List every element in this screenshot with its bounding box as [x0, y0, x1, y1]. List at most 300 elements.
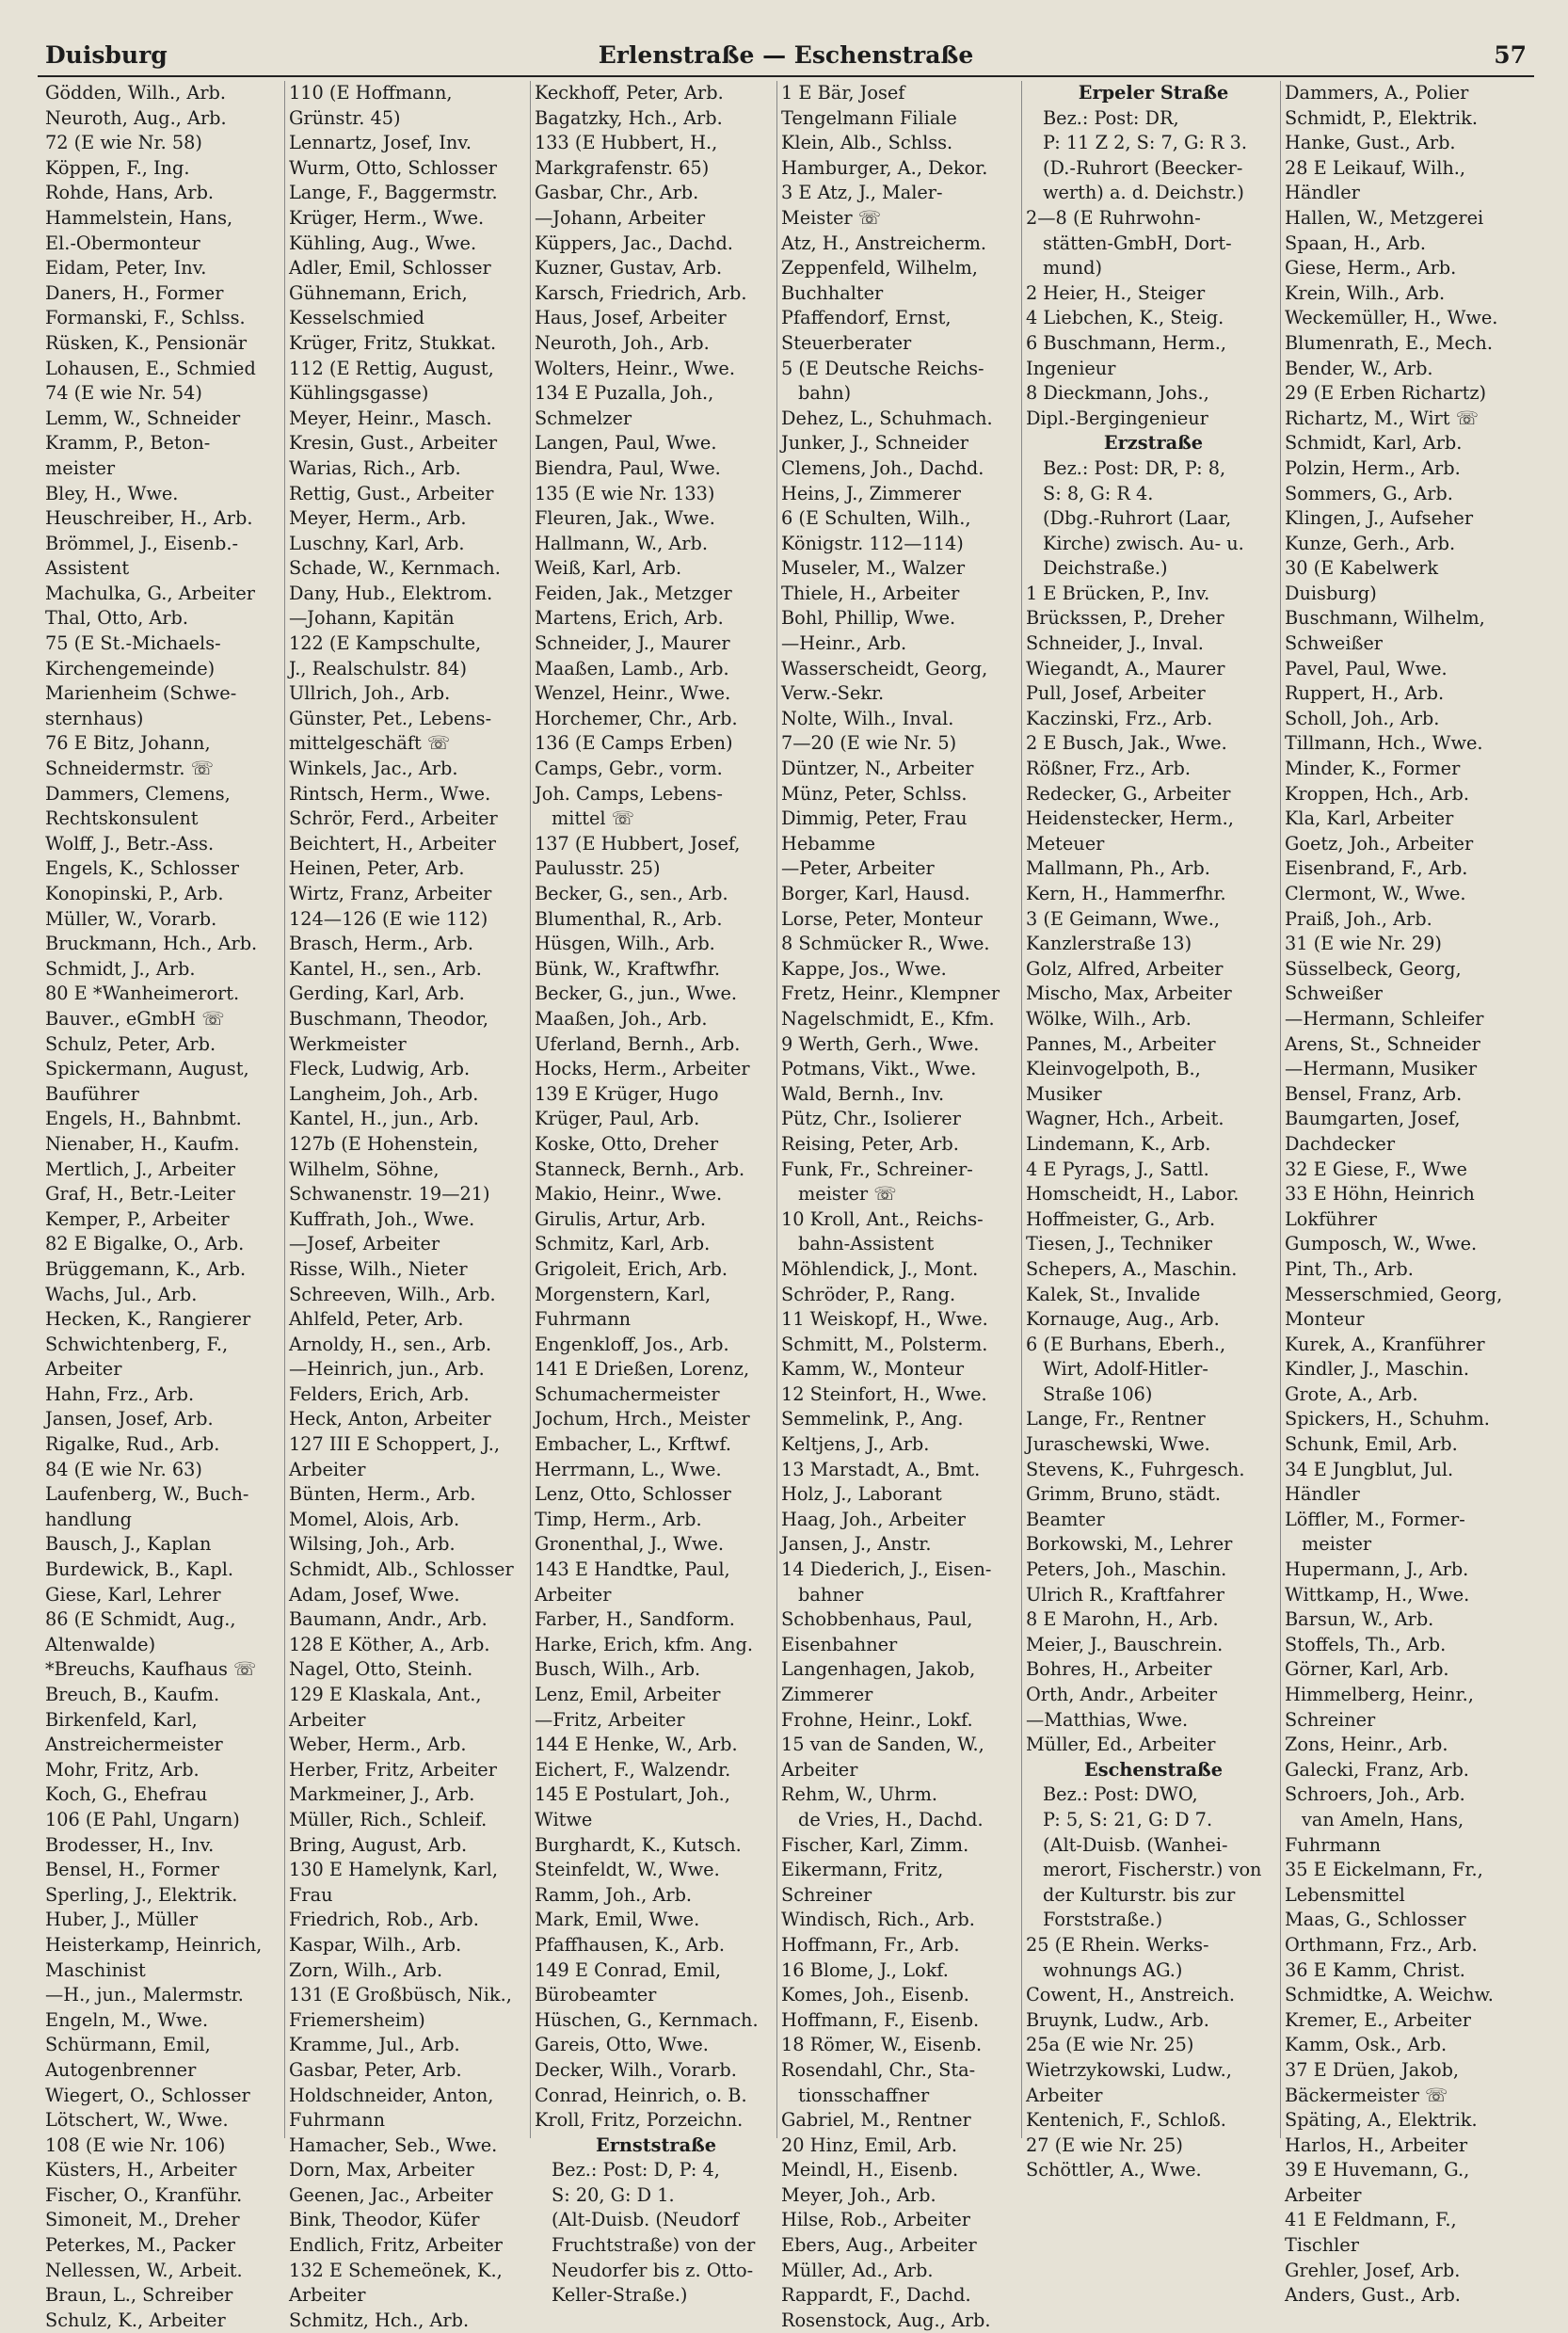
directory-entry-line: Dany, Hub., Elektrom. — [289, 582, 493, 604]
directory-entry-line: Hamburger, A., Dekor. — [781, 156, 988, 179]
directory-entry-line: Heck, Anton, Arbeiter — [289, 1408, 491, 1430]
directory-entry-line: Mohr, Fritz, Arb. — [45, 1758, 200, 1781]
directory-entry-line: Meyer, Joh., Arb. — [781, 2183, 936, 2206]
directory-entry-line: Windisch, Rich., Arb. — [781, 1909, 975, 1931]
directory-entry-line: Eichert, F., Walzendr. — [535, 1758, 731, 1781]
directory-entry-line: Langenhagen, Jakob, — [781, 1658, 976, 1681]
directory-entry-line: Wietrzykowski, Ludw., — [1026, 2058, 1232, 2081]
directory-entry-line: Mischo, Max, Arbeiter — [1026, 983, 1232, 1005]
directory-entry-line: Zimmerer — [781, 1684, 873, 1705]
directory-entry-line: Wurm, Otto, Schlosser — [289, 156, 497, 179]
directory-entry-line: Frohne, Heinr., Lokf. — [781, 1708, 973, 1731]
directory-entry-line: 31 (E wie Nr. 29) — [1285, 933, 1442, 955]
directory-entry-line: Händler — [1285, 182, 1360, 204]
directory-entry-line: Pfaffendorf, Ernst, — [781, 307, 952, 329]
directory-entry-line: P: 11 Z 2, S: 7, G: R 3. — [1043, 132, 1248, 154]
directory-entry-line: Kindler, J., Maschin. — [1285, 1358, 1469, 1381]
directory-entry-line: Küppers, Jac., Dachd. — [535, 232, 733, 254]
directory-entry-line: handlung — [45, 1508, 133, 1530]
directory-entry-line: Assistent — [45, 557, 130, 580]
directory-entry-line: Pint, Th., Arb. — [1285, 1257, 1414, 1280]
directory-entry-line: Löffler, M., Former- — [1285, 1508, 1465, 1530]
directory-entry-line: Giese, Karl, Lehrer — [45, 1583, 221, 1606]
directory-entry-line: Bohl, Phillip, Wwe. — [781, 607, 956, 630]
directory-entry-line: Kamm, W., Monteur — [781, 1358, 965, 1381]
directory-entry-line: Hallen, W., Metzgerei — [1285, 206, 1484, 229]
directory-entry-line: Händler — [1285, 1483, 1360, 1506]
directory-entry-line: Weckemüller, H., Wwe. — [1285, 307, 1498, 329]
directory-entry-line: Meyer, Heinr., Masch. — [289, 407, 492, 429]
directory-entry-line: Kroll, Fritz, Porzeichn. — [535, 2109, 744, 2132]
directory-entry-line: Holdschneider, Anton, — [289, 2084, 494, 2106]
directory-entry-line: Nienaber, H., Kaufm. — [45, 1132, 240, 1155]
directory-entry-line: Horchemer, Chr., Arb. — [535, 707, 738, 729]
directory-entry-line: Thal, Otto, Arb. — [45, 607, 188, 630]
directory-entry-line: Jochum, Hrch., Meister — [535, 1408, 750, 1430]
directory-entry-line: Rosendahl, Chr., Sta- — [781, 2058, 976, 2081]
directory-entry-line: Meindl, H., Eisenb. — [781, 2159, 959, 2181]
directory-entry-line: Kuzner, Gustav, Arb. — [535, 257, 723, 280]
directory-entry-line: 128 E Köther, A., Arb. — [289, 1633, 490, 1655]
directory-entry-line: 28 E Leikauf, Wilh., — [1285, 156, 1466, 179]
directory-entry-line: Atz, H., Anstreicherm. — [781, 232, 986, 254]
directory-entry-line: Borger, Karl, Hausd. — [781, 883, 970, 904]
directory-entry-line: Bez.: Post: D, P: 4, — [552, 2159, 720, 2181]
directory-entry-line: meister — [45, 456, 116, 479]
directory-entry-line: Gerding, Karl, Arb. — [289, 983, 465, 1005]
directory-entry-line: Dammers, A., Polier — [1285, 82, 1469, 104]
directory-entry-line: —Peter, Arbeiter — [781, 857, 935, 880]
directory-entry-line: 35 E Eickelmann, Fr., — [1285, 1859, 1483, 1881]
directory-entry-line: Straße 106) — [1043, 1382, 1153, 1405]
directory-entry-line: 30 (E Kabelwerk — [1285, 557, 1439, 580]
directory-column-1 — [41, 81, 284, 2331]
directory-entry-line: 39 E Huvemann, G., — [1285, 2159, 1470, 2181]
directory-entry-line: Kentenich, F., Schloß. — [1026, 2109, 1226, 2132]
directory-entry-line: sternhaus) — [45, 707, 144, 729]
directory-entry-line: Wolters, Heinr., Wwe. — [535, 357, 735, 379]
directory-entry-line: Grehler, Josef, Arb. — [1285, 2259, 1461, 2281]
directory-entry-line: Weber, Herm., Arb. — [289, 1734, 467, 1756]
directory-entry-line: Risse, Wilh., Nieter — [289, 1257, 468, 1280]
directory-entry-line: Anders, Gust., Arb. — [1285, 2284, 1461, 2307]
directory-entry-line: Kirche) zwisch. Au- u. — [1043, 532, 1244, 554]
directory-entry-line: Baumann, Andr., Arb. — [289, 1608, 488, 1631]
directory-entry-line: J., Realschulstr. 84) — [289, 657, 467, 679]
directory-entry-line: Schroers, Joh., Arb. — [1285, 1783, 1465, 1806]
directory-entry-line: Schepers, A., Maschin. — [1026, 1257, 1238, 1280]
directory-entry-line: (D.-Ruhrort (Beecker- — [1043, 156, 1243, 179]
directory-entry-line: der Kulturstr. bis zur — [1043, 1883, 1236, 1906]
directory-entry-line: Müller, Ad., Arb. — [781, 2259, 934, 2281]
directory-entry-line: Lokführer — [1285, 1207, 1377, 1230]
directory-entry-line: Lennartz, Josef, Inv. — [289, 132, 472, 154]
directory-entry-line: Heisterkamp, Heinrich, — [45, 1933, 263, 1956]
directory-entry-line: Eisenbrand, F., Arb. — [1285, 857, 1468, 880]
directory-column-6 — [1280, 81, 1531, 2307]
directory-entry-line: Schmidt, Karl, Arb. — [1285, 432, 1463, 455]
directory-entry-line: Markgrafenstr. 65) — [535, 156, 710, 179]
directory-entry-line: Felders, Erich, Arb. — [289, 1382, 470, 1405]
directory-entry-line: 112 (E Rettig, August, — [289, 357, 494, 379]
directory-entry-line: —Heinr., Arb. — [781, 632, 907, 655]
directory-entry-line: Schürmann, Emil, — [45, 2034, 211, 2056]
directory-entry-line: Gabriel, M., Rentner — [781, 2109, 971, 2132]
directory-entry-line: Arbeiter — [1285, 2183, 1362, 2206]
directory-entry-line: Thiele, H., Arbeiter — [781, 582, 960, 604]
directory-entry-line: Biendra, Paul, Wwe. — [535, 456, 721, 479]
directory-entry-line: 9 Werth, Gerh., Wwe. — [781, 1032, 980, 1055]
directory-entry-line: Bez.: Post: DWO, — [1043, 1783, 1198, 1806]
directory-entry-line: Hebamme — [781, 832, 876, 855]
directory-entry-line: Minder, K., Former — [1285, 758, 1461, 780]
directory-entry-line: mund) — [1043, 257, 1102, 280]
directory-entry-line: 27 (E wie Nr. 25) — [1026, 2133, 1183, 2156]
directory-entry-line: Musiker — [1026, 1082, 1102, 1105]
directory-entry-line: —Johann, Arbeiter — [535, 206, 706, 229]
directory-entry-line: Haag, Joh., Arbeiter — [781, 1508, 966, 1530]
directory-entry-line: Baumgarten, Josef, — [1285, 1108, 1461, 1130]
directory-entry-line: Hahn, Frz., Arb. — [45, 1382, 195, 1405]
directory-entry-line: Sommers, G., Arb. — [1285, 482, 1453, 504]
directory-entry-line: Rüsken, K., Pensionär — [45, 331, 248, 354]
directory-entry-line: Laufenberg, W., Buch- — [45, 1483, 249, 1506]
directory-entry-line: Schöttler, A., Wwe. — [1026, 2159, 1202, 2181]
directory-entry-line: Werkmeister — [289, 1032, 407, 1055]
directory-entry-line: Weiß, Karl, Arb. — [535, 557, 682, 580]
directory-entry-line: 108 (E wie Nr. 106) — [45, 2133, 226, 2156]
directory-entry-line: 18 Römer, W., Eisenb. — [781, 2034, 983, 2056]
directory-entry-line: 82 E Bigalke, O., Arb. — [45, 1233, 245, 1255]
directory-entry-line: Formanski, F., Schlss. — [45, 307, 246, 329]
directory-entry-line: Anstreichermeister — [45, 1734, 223, 1756]
directory-entry-line: 33 E Höhn, Heinrich — [1285, 1183, 1475, 1206]
directory-entry-line: 84 (E wie Nr. 63) — [45, 1458, 202, 1480]
directory-entry-line: Rehm, W., Uhrm. — [781, 1783, 938, 1806]
directory-entry-line: Bring, August, Arb. — [289, 1833, 468, 1856]
directory-entry-line: Heidenstecker, Herm., — [1026, 807, 1234, 830]
directory-entry-line: Köppen, F., Ing. — [45, 156, 190, 179]
directory-entry-line: Klingen, J., Aufseher — [1285, 507, 1474, 530]
directory-entry-line: Monteur — [1285, 1308, 1365, 1331]
directory-entry-line: Lohausen, E., Schmied — [45, 357, 256, 379]
directory-entry-line: 124—126 (E wie 112) — [289, 907, 488, 930]
directory-entry-line: Schmitz, Karl, Arb. — [535, 1233, 711, 1255]
directory-entry-line: Momel, Alois, Arb. — [289, 1508, 460, 1530]
directory-entry-line: Hüsgen, Wilh., Arb. — [535, 933, 715, 955]
directory-entry-line: Bez.: Post: DR, P: 8, — [1043, 456, 1226, 479]
directory-entry-line: Kresin, Gust., Arbeiter — [289, 432, 498, 455]
directory-entry-line: Wald, Bernh., Inv. — [781, 1082, 945, 1105]
directory-entry-line: Huber, J., Müller — [45, 1909, 199, 1931]
directory-entry-line: Fischer, Karl, Zimm. — [781, 1833, 969, 1856]
directory-entry-line: Funk, Fr., Schreiner- — [781, 1158, 973, 1180]
directory-entry-line: Wachs, Jul., Arb. — [45, 1283, 198, 1305]
directory-entry-line: Langen, Paul, Wwe. — [535, 432, 717, 455]
directory-entry-line: Schmidt, J., Arb. — [45, 957, 196, 980]
directory-entry-line: Clermont, W., Wwe. — [1285, 883, 1466, 904]
directory-entry-line: Eikermann, Fritz, — [781, 1859, 944, 1881]
directory-entry-line: Lange, Fr., Rentner — [1026, 1408, 1206, 1430]
directory-entry-line: 15 van de Sanden, W., — [781, 1734, 984, 1756]
directory-entry-line: Grimm, Bruno, städt. — [1026, 1483, 1222, 1506]
directory-entry-line: Decker, Wilh., Vorarb. — [535, 2058, 737, 2081]
directory-entry-line: Orthmann, Frz., Arb. — [1285, 1933, 1478, 1956]
directory-entry-line: Meyer, Herm., Arb. — [289, 507, 467, 530]
directory-entry-line: Kirchengemeinde) — [45, 657, 216, 679]
directory-entry-line: 130 E Hamelynk, Karl, — [289, 1859, 498, 1881]
directory-entry-line: Herrmann, L., Wwe. — [535, 1458, 722, 1480]
directory-entry-line: Warias, Rich., Arb. — [289, 456, 461, 479]
directory-entry-line: Hoffmeister, G., Arb. — [1026, 1207, 1216, 1230]
directory-entry-line: 25 (E Rhein. Werks- — [1026, 1933, 1209, 1956]
directory-entry-line: Schreeven, Wilh., Arb. — [289, 1283, 496, 1305]
directory-entry-line: Mertlich, J., Arbeiter — [45, 1158, 235, 1180]
directory-entry-line: Neudorfer bis z. Otto- — [552, 2259, 754, 2281]
directory-entry-line: 1 E Bär, Josef — [781, 82, 905, 104]
directory-entry-line: Kramme, Jul., Arb. — [289, 2034, 460, 2056]
directory-entry-line: Paulusstr. 25) — [535, 857, 661, 880]
directory-entry-line: Markmeiner, J., Arb. — [289, 1783, 475, 1806]
directory-entry-line: Brückssen, P., Dreher — [1026, 607, 1224, 630]
directory-entry-line: Lorse, Peter, Monteur — [781, 907, 983, 930]
directory-entry-line: Grote, A., Arb. — [1285, 1382, 1418, 1405]
directory-entry-line: Kappe, Jos., Wwe. — [781, 957, 947, 980]
directory-entry-line: Orth, Andr., Arbeiter — [1026, 1684, 1218, 1705]
directory-entry-line: Kaspar, Wilh., Arb. — [289, 1933, 462, 1956]
directory-entry-line: Kleinvogelpoth, B., — [1026, 1058, 1201, 1080]
directory-entry-line: 139 E Krüger, Hugo — [535, 1082, 719, 1105]
directory-entry-line: Bink, Theodor, Küfer — [289, 2209, 480, 2231]
directory-entry-line: Galecki, Franz, Arb. — [1285, 1758, 1469, 1781]
street-heading: Erzstraße — [1103, 432, 1204, 455]
directory-entry-line: Wölke, Wilh., Arb. — [1026, 1007, 1192, 1030]
directory-entry-line: Herber, Fritz, Arbeiter — [289, 1758, 497, 1781]
directory-entry-line: Düntzer, N., Arbeiter — [781, 758, 974, 780]
directory-entry-line: de Vries, H., Dachd. — [798, 1808, 984, 1830]
directory-entry-line: Neuroth, Joh., Arb. — [535, 331, 710, 354]
directory-entry-line: Zons, Heinr., Arb. — [1285, 1734, 1448, 1756]
directory-entry-line: 11 Weiskopf, H., Wwe. — [781, 1308, 988, 1331]
directory-entry-line: 8 E Marohn, H., Arb. — [1026, 1608, 1219, 1631]
directory-entry-line: Ingenieur — [1026, 357, 1116, 379]
directory-entry-line: Müller, Rich., Schleif. — [289, 1808, 488, 1830]
directory-entry-line: Hüschen, G., Kernmach. — [535, 2008, 759, 2031]
directory-entry-line: Cowent, H., Anstreich. — [1026, 1984, 1236, 2006]
directory-entry-line: wohnungs AG.) — [1043, 1958, 1183, 1981]
directory-entry-line: Goetz, Joh., Arbeiter — [1285, 832, 1474, 855]
directory-entry-line: Duisburg) — [1285, 582, 1377, 604]
directory-entry-line: Jansen, J., Anstr. — [781, 1533, 932, 1556]
directory-entry-line: 141 E Drießen, Lorenz, — [535, 1358, 750, 1381]
directory-entry-line: 131 (E Großbüsch, Nik., — [289, 1984, 512, 2006]
directory-entry-line: Bender, W., Arb. — [1285, 357, 1433, 379]
directory-entry-line: Späting, A., Elektrik. — [1285, 2109, 1478, 2132]
directory-entry-line: Müller, Ed., Arbeiter — [1026, 1734, 1216, 1756]
directory-entry-line: Mark, Emil, Wwe. — [535, 1909, 700, 1931]
directory-entry-line: Hamacher, Seb., Wwe. — [289, 2133, 498, 2156]
directory-entry-line: *Breuchs, Kaufhaus ☏ — [45, 1658, 257, 1681]
directory-entry-line: Hocks, Herm., Arbeiter — [535, 1058, 750, 1080]
directory-entry-line: P: 5, S: 21, G: D 7. — [1043, 1808, 1213, 1830]
directory-entry-line: mittel ☏ — [552, 807, 634, 830]
directory-entry-line: Simoneit, M., Dreher — [45, 2209, 240, 2231]
directory-entry-line: Fruchtstraße) von der — [552, 2234, 756, 2257]
directory-entry-line: Schneider, J., Inval. — [1026, 632, 1204, 655]
directory-entry-line: Zorn, Wilh., Arb. — [289, 1958, 443, 1981]
directory-entry-line: Feiden, Jak., Metzger — [535, 582, 732, 604]
directory-entry-line: Schneider, J., Maurer — [535, 632, 730, 655]
directory-entry-line: Meteuer — [1026, 832, 1105, 855]
directory-entry-line: Kemper, P., Arbeiter — [45, 1207, 230, 1230]
directory-entry-line: Kroppen, Hch., Arb. — [1285, 782, 1470, 805]
directory-entry-line: Dipl.-Bergingenieur — [1026, 407, 1208, 429]
directory-entry-line: Gasbar, Chr., Arb. — [535, 182, 699, 204]
directory-entry-line: Eisenbahner — [781, 1633, 898, 1655]
directory-entry-line: Fuhrmann — [289, 2109, 386, 2132]
directory-entry-line: —Heinrich, jun., Arb. — [289, 1358, 485, 1381]
directory-entry-line: 12 Steinfort, H., Wwe. — [781, 1382, 987, 1405]
directory-entry-line: Golz, Alfred, Arbeiter — [1026, 957, 1224, 980]
directory-entry-line: Hoffmann, Fr., Arb. — [781, 1933, 960, 1956]
directory-entry-line: Kramm, P., Beton- — [45, 432, 211, 455]
directory-entry-line: Camps, Gebr., vorm. — [535, 758, 723, 780]
directory-entry-line: Grigoleit, Erich, Arb. — [535, 1257, 728, 1280]
directory-entry-line: Maschinist — [45, 1958, 146, 1981]
directory-entry-line: 127 III E Schoppert, J., — [289, 1433, 500, 1456]
directory-entry-line: Tiesen, J., Techniker — [1026, 1233, 1212, 1255]
directory-entry-line: Schmitz, Hch., Arb. — [289, 2309, 470, 2331]
directory-entry-line: Möhlendick, J., Mont. — [781, 1257, 979, 1280]
directory-entry-line: 20 Hinz, Emil, Arb. — [781, 2133, 958, 2156]
directory-entry-line: Forststraße.) — [1043, 1909, 1163, 1931]
directory-entry-line: Bauver., eGmbH ☏ — [45, 1007, 225, 1030]
directory-entry-line: Brodesser, H., Inv. — [45, 1833, 215, 1856]
directory-entry-line: Uferland, Bernh., Arb. — [535, 1032, 741, 1055]
directory-entry-line: Hecken, K., Rangierer — [45, 1308, 251, 1331]
directory-entry-line: Bürobeamter — [535, 1984, 657, 2006]
street-range-title: Erlenstraße — Eschenstraße — [598, 41, 974, 69]
city-name: Duisburg — [45, 41, 168, 69]
directory-entry-line: —Hermann, Schleifer — [1285, 1007, 1484, 1030]
directory-entry-line: (Alt-Duisb. (Wanhei- — [1043, 1833, 1228, 1856]
directory-entry-line: Rintsch, Herm., Wwe. — [289, 782, 491, 805]
directory-entry-line: Juraschewski, Wwe. — [1026, 1433, 1210, 1456]
directory-entry-line: 86 (E Schmidt, Aug., — [45, 1608, 236, 1631]
directory-entry-line: Königstr. 112—114) — [781, 532, 964, 554]
directory-entry-line: Kurek, A., Kranführer — [1285, 1333, 1485, 1355]
directory-entry-line: Engenkloff, Jos., Arb. — [535, 1333, 729, 1355]
directory-entry-line: Altenwalde) — [45, 1633, 156, 1655]
directory-entry-line: Homscheidt, H., Labor. — [1026, 1183, 1240, 1206]
directory-entry-line: Süsselbeck, Georg, — [1285, 957, 1462, 980]
directory-entry-line: Joh. Camps, Lebens- — [535, 782, 723, 805]
directory-entry-line: Schumachermeister — [535, 1382, 720, 1405]
directory-entry-line: Clemens, Joh., Dachd. — [781, 456, 984, 479]
directory-entry-line: Becker, G., sen., Arb. — [535, 883, 728, 904]
directory-entry-line: meister — [1302, 1533, 1372, 1556]
directory-entry-line: Arbeiter — [45, 1358, 122, 1381]
directory-entry-line: Hanke, Gust., Arb. — [1285, 132, 1456, 154]
directory-entry-line: Giese, Herm., Arb. — [1285, 257, 1457, 280]
directory-entry-line: Verw.-Sekr. — [781, 682, 885, 705]
directory-entry-line: Krein, Wilh., Arb. — [1285, 281, 1446, 304]
directory-entry-line: S: 8, G: R 4. — [1043, 482, 1154, 504]
directory-entry-line: Kornauge, Aug., Arb. — [1026, 1308, 1220, 1331]
directory-entry-line: Blumenrath, E., Mech. — [1285, 331, 1493, 354]
directory-entry-line: Meister ☏ — [781, 206, 881, 229]
directory-entry-line: Heinen, Peter, Arb. — [289, 857, 465, 880]
directory-entry-line: Kamm, Osk., Arb. — [1285, 2034, 1448, 2056]
directory-entry-line: Schobbenhaus, Paul, — [781, 1608, 973, 1631]
directory-entry-line: Konopinski, P., Arb. — [45, 883, 224, 904]
directory-entry-line: Martens, Erich, Arb. — [535, 607, 724, 630]
directory-entry-line: Gareis, Otto, Wwe. — [535, 2034, 709, 2056]
directory-entry-line: 149 E Conrad, Emil, — [535, 1958, 722, 1981]
directory-entry-line: Friedrich, Rob., Arb. — [289, 1909, 479, 1931]
directory-entry-line: 6 (E Schulten, Wilh., — [781, 507, 971, 530]
directory-entry-line: Praiß, Joh., Arb. — [1285, 907, 1432, 930]
directory-entry-line: Holz, J., Laborant — [781, 1483, 942, 1506]
directory-entry-line: Lindemann, K., Arb. — [1026, 1132, 1211, 1155]
directory-entry-line: Lenz, Otto, Schlosser — [535, 1483, 731, 1506]
directory-entry-line: Ahlfeld, Peter, Arb. — [289, 1308, 464, 1331]
directory-entry-line: Ulrich R., Kraftfahrer — [1026, 1583, 1224, 1606]
directory-entry-line: Kanzlerstraße 13) — [1026, 933, 1192, 955]
directory-entry-line: Gödden, Wilh., Arb. — [45, 82, 227, 104]
directory-entry-line: Polzin, Herm., Arb. — [1285, 456, 1461, 479]
directory-entry-line: Wiegert, O., Schlosser — [45, 2084, 250, 2106]
directory-entry-line: Müller, W., Vorarb. — [45, 907, 217, 930]
directory-entry-line: Kuffrath, Joh., Wwe. — [289, 1207, 475, 1230]
directory-entry-line: Kühlingsgasse) — [289, 382, 429, 405]
directory-entry-line: 4 E Pyrags, J., Sattl. — [1026, 1158, 1209, 1180]
directory-entry-line: Bohres, H., Arbeiter — [1026, 1658, 1212, 1681]
directory-entry-line: Klein, Alb., Schlss. — [781, 132, 953, 154]
directory-entry-line: Keltjens, J., Arb. — [781, 1433, 930, 1456]
directory-entry-line: Farber, H., Sandform. — [535, 1608, 735, 1631]
directory-entry-line: Bley, H., Wwe. — [45, 482, 179, 504]
directory-entry-line: 75 (E St.-Michaels- — [45, 632, 221, 655]
directory-entry-line: 3 E Atz, J., Maler- — [781, 182, 943, 204]
directory-entry-line: Dehez, L., Schuhmach. — [781, 407, 993, 429]
directory-entry-line: Münz, Peter, Schlss. — [781, 782, 968, 805]
directory-entry-line: Hupermann, J., Arb. — [1285, 1558, 1469, 1581]
directory-entry-line: Engeln, M., Wwe. — [45, 2008, 209, 2031]
directory-entry-line: Geenen, Jac., Arbeiter — [289, 2183, 493, 2206]
directory-entry-line: Eidam, Peter, Inv. — [45, 257, 207, 280]
directory-entry-line: Schreiner — [1285, 1708, 1376, 1731]
directory-entry-line: Barsun, W., Arb. — [1285, 1608, 1434, 1631]
directory-entry-line: Schulz, Peter, Arb. — [45, 1032, 216, 1055]
directory-entry-line: Messerschmied, Georg, — [1285, 1283, 1503, 1305]
directory-entry-line: Brüggemann, K., Arb. — [45, 1257, 247, 1280]
directory-entry-line: 122 (E Kampschulte, — [289, 632, 482, 655]
directory-entry-line: Wilsing, Joh., Arb. — [289, 1533, 456, 1556]
directory-entry-line: Görner, Karl, Arb. — [1285, 1658, 1449, 1681]
directory-entry-line: Schmidt, Alb., Schlosser — [289, 1558, 514, 1581]
directory-entry-line: Pütz, Chr., Isolierer — [781, 1108, 961, 1130]
directory-entry-line: Koch, G., Ehefrau — [45, 1783, 208, 1806]
directory-entry-line: Arbeiter — [289, 1458, 366, 1480]
directory-entry-line: Pavel, Paul, Wwe. — [1285, 657, 1448, 679]
directory-entry-line: mittelgeschäft ☏ — [289, 732, 451, 755]
directory-entry-line: 145 E Postulart, Joh., — [535, 1783, 730, 1806]
directory-entry-line: Wenzel, Heinr., Wwe. — [535, 682, 731, 705]
directory-entry-line: Grünstr. 45) — [289, 106, 401, 129]
directory-entry-line: Potmans, Vikt., Wwe. — [781, 1058, 977, 1080]
directory-entry-line: Krüger, Fritz, Stukkat. — [289, 331, 497, 354]
